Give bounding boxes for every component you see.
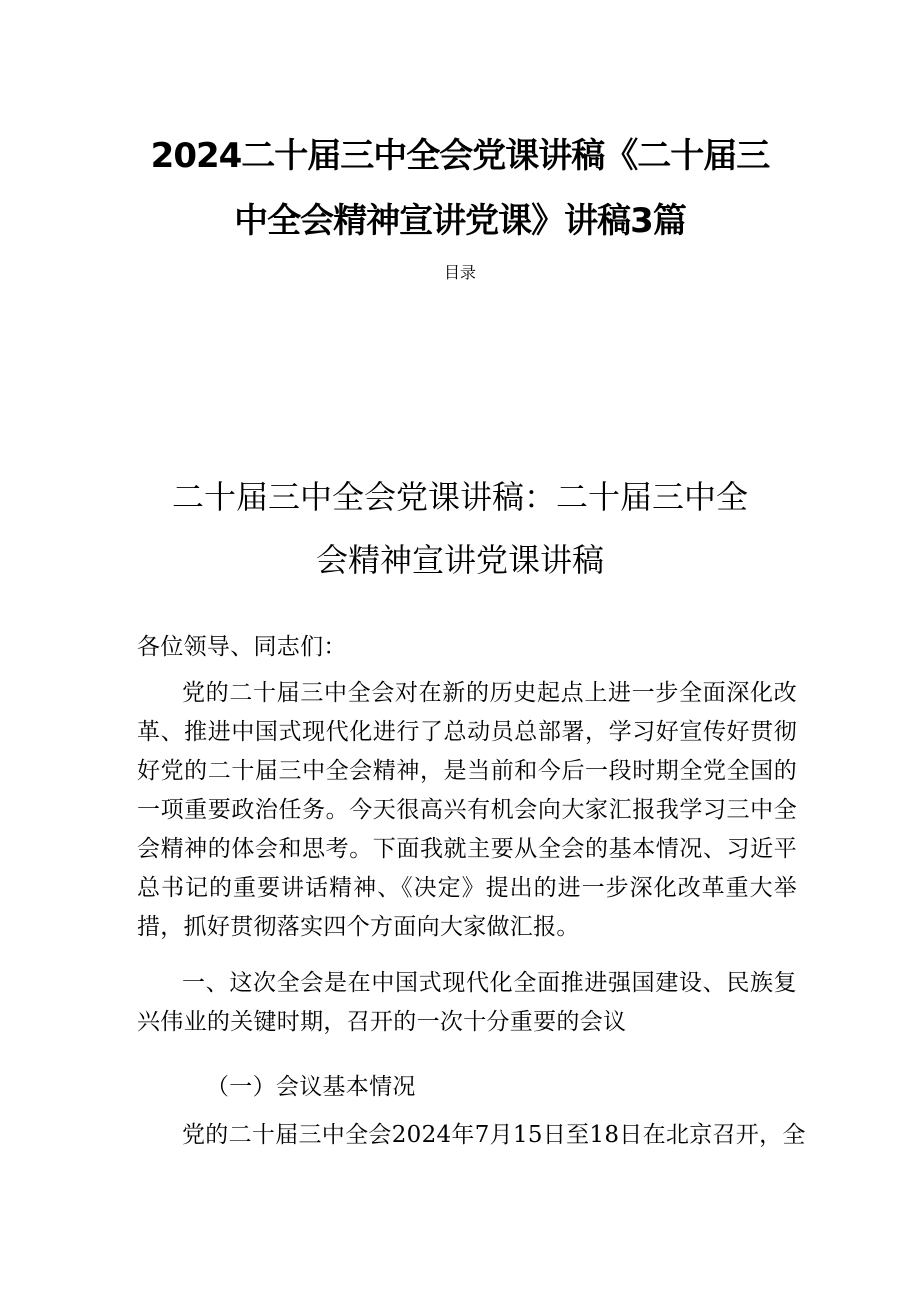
heading-line: 兴伟业的关键时期，召开的一次十分重要的会议 xyxy=(137,1009,627,1035)
paragraph-line: 党的二十届三中全会对在新的历史起点上进一步全面深化改 xyxy=(182,680,797,706)
table-of-contents-label: 目录 xyxy=(443,263,476,282)
paragraph-line: 措，抓好贯彻落实四个方面向大家做汇报。 xyxy=(137,914,580,940)
document-title-line-2: 中全会精神宣讲党课》讲稿3篇 xyxy=(234,201,686,241)
paragraph-line: 一项重要政治任务。今天很高兴有机会向大家汇报我学习三中全 xyxy=(137,797,797,823)
paragraph-line: 总书记的重要讲话精神、《决定》提出的进一步深化改革重大举 xyxy=(137,875,797,901)
paragraph-line: 会精神的体会和思考。下面我就主要从全会的基本情况、习近平 xyxy=(137,836,797,862)
paragraph-line: 好党的二十届三中全会精神，是当前和今后一段时期全党全国的 xyxy=(137,758,797,784)
section-title-line-1: 二十届三中全会党课讲稿：二十届三中全 xyxy=(171,478,748,516)
subheading: （一）会议基本情况 xyxy=(206,1074,416,1100)
heading-line: 一、这次全会是在中国式现代化全面推进强国建设、民族复 xyxy=(182,970,797,996)
paragraph-line: 党的二十届三中全会2024年7月15日至18日在北京召开，全 xyxy=(182,1122,806,1148)
salutation: 各位领导、同志们： xyxy=(137,634,347,660)
paragraph-line: 革、推进中国式现代化进行了总动员总部署，学习好宣传好贯彻 xyxy=(137,719,797,745)
section-title-line-2: 会精神宣讲党课讲稿 xyxy=(315,541,604,579)
document-title-line-1: 2024二十届三中全会党课讲稿《二十届三 xyxy=(150,136,770,176)
